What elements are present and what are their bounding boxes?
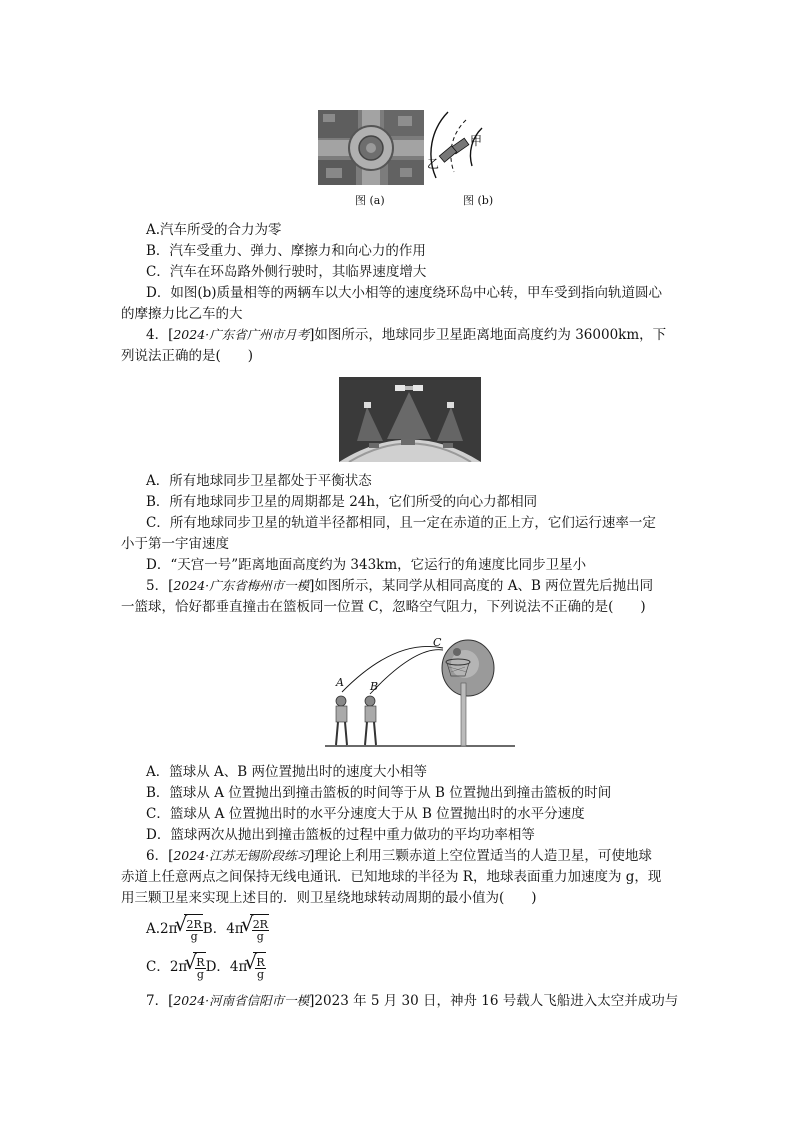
q4-option-c-line2: 小于第一宇宙速度 — [121, 536, 229, 552]
q6-option-b-sqrt — [250, 914, 269, 945]
q4-option-b: B．所有地球同步卫星的周期都是 24h，它们所受的向心力都相同 — [146, 494, 538, 510]
q6-option-a-sqrt — [184, 914, 203, 945]
q6-option-d-sqrt — [253, 952, 265, 983]
point-label-c: C — [433, 636, 442, 649]
figure-basketball — [325, 628, 515, 750]
q6-options-ab — [146, 914, 269, 945]
q5-source: 2024·广东省梅州市一模 — [173, 578, 310, 593]
q5-stem-line1 — [146, 576, 653, 596]
q4-stem-line1 — [146, 325, 666, 345]
q4-stem-text1: ]如图所示，地球同步卫星距离地面高度约为 36000km，下 — [309, 327, 667, 343]
q6-option-a-numerator: √ 2R — [186, 918, 202, 931]
figure-b-caption: 图 (b) — [463, 194, 494, 207]
q4-option-c-line1: C．所有地球同步卫星的轨道半径都相同，且一定在赤道的正上方，它们运行速率一定 — [146, 515, 656, 531]
q6-source: 2024·江苏无锡阶段练习 — [173, 848, 310, 863]
figure-satellite — [339, 377, 481, 462]
q6-option-a-denominator: g — [190, 930, 198, 943]
q6-options-cd — [146, 952, 266, 983]
figure-a-caption: 图 (a) — [355, 194, 385, 207]
q5-number: 5．[ — [146, 578, 174, 594]
q5-option-c: C．篮球从 A 位置抛出时的水平分速度大于从 B 位置抛出时的水平分速度 — [146, 806, 585, 822]
q3-option-c: C．汽车在环岛路外侧行驶时，其临界速度增大 — [146, 264, 427, 280]
q5-stem-line2: 一篮球，恰好都垂直撞击在篮板同一位置 C，忽略空气阻力，下列说法不正确的是( ) — [121, 599, 646, 615]
q3-option-d-line2: 的摩擦力比乙车的大 — [121, 306, 243, 322]
q4-option-a: A．所有地球同步卫星都处于平衡状态 — [146, 473, 372, 489]
q4-source: 2024·广东省广州市月考 — [173, 327, 310, 342]
q5-stem-text1: ]如图所示，某同学从相同高度的 A、B 两位置先后抛出同 — [309, 578, 654, 594]
q6-option-c-label: C．2π — [146, 959, 188, 975]
q6-number: 6．[ — [146, 848, 174, 864]
q3-option-a: A.汽车所受的合力为零 — [146, 222, 282, 238]
q6-option-d-denominator: g — [257, 968, 265, 981]
figure-b-cars-diagram — [426, 108, 506, 190]
q4-option-d: D．“天宫一号”距离地面高度约为 343km，它运行的角速度比同步卫星小 — [146, 557, 587, 573]
q4-number: 4．[ — [146, 327, 174, 343]
point-label-b: B — [370, 680, 379, 693]
car-label-yi: 乙 — [427, 157, 440, 171]
q7-source: 2024·河南省信阳市一模 — [173, 993, 310, 1008]
q4-stem-line2: 列说法正确的是( ) — [121, 348, 254, 364]
q6-stem-line2: 赤道上任意两点之间保持无线电通讯．已知地球的半径为 R，地球表面重力加速度为 g，现 — [121, 869, 662, 885]
q3-option-b: B．汽车受重力、弹力、摩擦力和向心力的作用 — [146, 243, 426, 259]
q6-option-b-numerator: √ 2R — [252, 918, 268, 931]
q3-option-d-line1: D．如图(b)质量相等的两辆车以大小相等的速度绕环岛中心转，甲车受到指向轨道圆心 — [146, 285, 662, 301]
q6-stem-line3: 用三颗卫星来实现上述目的．则卫星绕地球转动周期的最小值为( ) — [121, 890, 537, 906]
q5-option-a: A．篮球从 A、B 两位置抛出时的速度大小相等 — [146, 764, 428, 780]
q6-option-d-numerator: √ R — [256, 956, 265, 969]
q5-option-d: D．篮球两次从抛出到撞击篮板的过程中重力做功的平均功率相等 — [146, 827, 535, 843]
figure-a-roundabout-photo — [318, 110, 424, 185]
car-label-jia: 甲 — [470, 134, 483, 148]
q7-number: 7．[ — [146, 993, 174, 1009]
q5-option-b: B．篮球从 A 位置抛出到撞击篮板的时间等于从 B 位置抛出到撞击篮板的时间 — [146, 785, 612, 801]
q6-option-c-sqrt — [193, 952, 205, 983]
q6-option-d-label: D．4π — [205, 959, 248, 975]
q6-option-c-numerator: √ R — [196, 956, 205, 969]
q6-option-a-label: A.2π — [146, 921, 178, 937]
q7-stem-line1 — [146, 991, 678, 1011]
q6-option-c-denominator: g — [196, 968, 204, 981]
q6-stem-text1: ]理论上利用三颗赤道上空位置适当的人造卫星，可使地球 — [309, 848, 652, 864]
q6-option-b-denominator: g — [256, 930, 264, 943]
q6-option-b-label: B．4π — [202, 921, 244, 937]
point-label-a: A — [336, 676, 344, 689]
q6-stem-line1 — [146, 846, 652, 866]
q7-stem-text1: ]2023 年 5 月 30 日，神舟 16 号载人飞船进入太空并成功与 — [309, 993, 679, 1009]
